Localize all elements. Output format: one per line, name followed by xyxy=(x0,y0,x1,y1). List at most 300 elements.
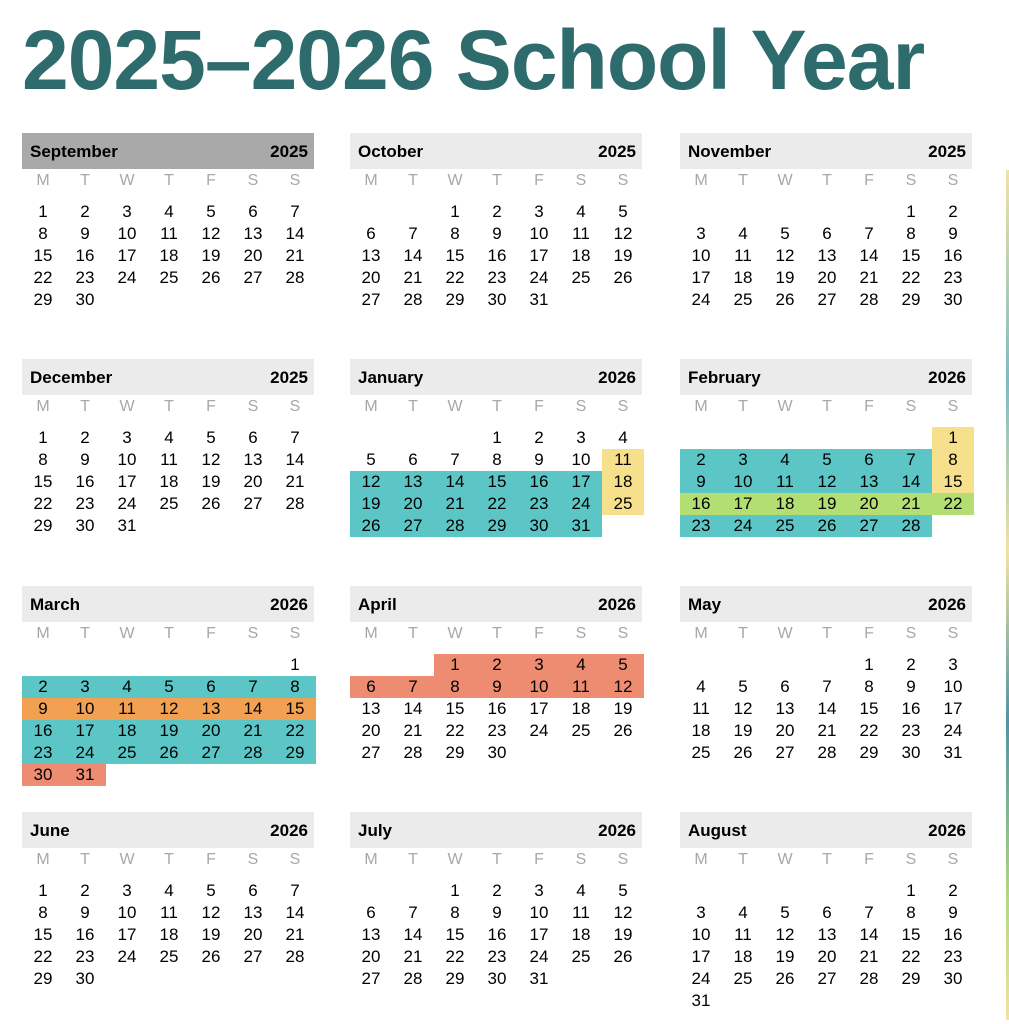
month-year: 2025 xyxy=(928,142,966,161)
month-august xyxy=(680,812,972,1019)
day-cell: 10 xyxy=(691,925,711,944)
day-cell: 24 xyxy=(117,947,137,966)
day-cell: 14 xyxy=(403,246,423,265)
day-cell: 7 xyxy=(290,881,300,900)
weekday-header xyxy=(680,848,972,874)
weekday-label: T xyxy=(738,625,748,642)
day-cell: 20 xyxy=(361,947,381,966)
day-grid xyxy=(680,195,972,340)
day-cell: 24 xyxy=(691,969,711,988)
day-cell: 24 xyxy=(560,493,602,515)
day-cell: 12 xyxy=(201,450,221,469)
day-cell: 17 xyxy=(943,699,963,718)
weekday-label: T xyxy=(822,625,832,642)
day-cell: 20 xyxy=(361,268,381,287)
day-cell: 6 xyxy=(780,677,790,696)
weekday-label: M xyxy=(694,172,708,189)
day-cell: 29 xyxy=(476,515,518,537)
day-cell: 4 xyxy=(738,903,748,922)
month-header xyxy=(680,133,972,169)
day-cell: 12 xyxy=(613,224,633,243)
day-cell: 26 xyxy=(775,290,795,309)
day-cell: 8 xyxy=(434,676,476,698)
day-cell: 27 xyxy=(361,743,381,762)
weekday-header xyxy=(680,395,972,421)
weekday-label: F xyxy=(534,172,544,189)
weekday-label: M xyxy=(694,625,708,642)
day-cell: 21 xyxy=(434,493,476,515)
month-year: 2025 xyxy=(270,142,308,161)
month-year: 2026 xyxy=(928,821,966,840)
day-cell: 20 xyxy=(243,472,263,491)
day-cell: 26 xyxy=(733,743,753,762)
month-header xyxy=(350,359,642,395)
day-cell: 15 xyxy=(932,471,974,493)
day-cell: 16 xyxy=(75,246,95,265)
day-cell: 9 xyxy=(680,471,722,493)
month-header xyxy=(680,812,972,848)
day-cell: 19 xyxy=(201,246,221,265)
weekday-label: S xyxy=(247,398,259,415)
day-cell: 10 xyxy=(571,450,591,469)
day-cell: 14 xyxy=(859,246,879,265)
day-cell: 15 xyxy=(445,246,465,265)
day-cell: 11 xyxy=(692,699,710,718)
day-cell: 18 xyxy=(602,471,644,493)
day-cell: 17 xyxy=(691,268,711,287)
day-cell: 20 xyxy=(848,493,890,515)
day-cell: 31 xyxy=(529,290,549,309)
day-cell: 12 xyxy=(806,471,848,493)
month-header xyxy=(350,812,642,848)
day-cell: 27 xyxy=(775,743,795,762)
day-cell: 21 xyxy=(232,720,274,742)
day-cell: 21 xyxy=(403,721,423,740)
day-cell: 15 xyxy=(901,925,921,944)
day-cell: 13 xyxy=(775,699,795,718)
weekday-label: W xyxy=(447,398,463,415)
day-cell: 30 xyxy=(943,969,963,988)
day-cell: 3 xyxy=(122,881,132,900)
day-cell: 13 xyxy=(361,699,381,718)
day-cell: 24 xyxy=(117,268,137,287)
day-cell: 14 xyxy=(285,903,305,922)
weekday-header xyxy=(22,622,314,648)
weekday-label: W xyxy=(777,398,793,415)
day-cell: 22 xyxy=(445,268,465,287)
month-year: 2026 xyxy=(928,368,966,387)
day-cell: 8 xyxy=(38,224,48,243)
day-cell: 24 xyxy=(529,947,549,966)
day-cell: 9 xyxy=(534,450,544,469)
weekday-label: T xyxy=(738,851,748,868)
month-october xyxy=(350,133,642,340)
day-grid xyxy=(22,421,314,566)
day-cell: 25 xyxy=(159,268,179,287)
day-cell: 23 xyxy=(518,493,560,515)
day-cell: 9 xyxy=(492,903,502,922)
day-cell: 30 xyxy=(75,969,95,988)
day-cell: 13 xyxy=(817,925,837,944)
day-cell: 3 xyxy=(576,428,586,447)
day-cell: 20 xyxy=(243,246,263,265)
weekday-header xyxy=(680,622,972,648)
month-year: 2026 xyxy=(598,595,636,614)
day-cell: 2 xyxy=(80,881,90,900)
weekday-label: F xyxy=(206,398,216,415)
day-cell: 9 xyxy=(906,677,916,696)
day-cell: 20 xyxy=(392,493,434,515)
day-cell: 24 xyxy=(529,268,549,287)
day-cell: 17 xyxy=(117,246,137,265)
day-cell: 5 xyxy=(366,450,376,469)
day-cell: 31 xyxy=(560,515,602,537)
day-cell: 23 xyxy=(487,268,507,287)
day-cell: 26 xyxy=(201,494,221,513)
day-grid xyxy=(350,195,642,340)
day-cell: 18 xyxy=(159,925,179,944)
day-cell: 6 xyxy=(848,449,890,471)
month-june xyxy=(22,812,314,1019)
day-cell: 23 xyxy=(943,268,963,287)
day-cell: 1 xyxy=(492,428,502,447)
day-cell: 14 xyxy=(859,925,879,944)
day-cell: 10 xyxy=(518,676,560,698)
day-cell: 16 xyxy=(487,246,507,265)
day-cell: 20 xyxy=(361,721,381,740)
weekday-header xyxy=(350,622,642,648)
day-cell: 5 xyxy=(206,202,216,221)
day-grid xyxy=(350,648,642,793)
weekday-label: W xyxy=(777,851,793,868)
day-cell: 26 xyxy=(201,947,221,966)
day-grid xyxy=(350,874,642,1019)
day-cell: 20 xyxy=(775,721,795,740)
day-cell: 1 xyxy=(450,881,460,900)
month-header xyxy=(22,586,314,622)
month-name: September xyxy=(30,142,118,161)
day-cell: 15 xyxy=(33,246,53,265)
day-cell: 8 xyxy=(38,450,48,469)
weekday-label: T xyxy=(492,398,502,415)
day-cell: 21 xyxy=(817,721,837,740)
day-cell: 24 xyxy=(722,515,764,537)
day-cell: 26 xyxy=(148,742,190,764)
day-cell: 3 xyxy=(948,655,958,674)
weekday-header xyxy=(680,169,972,195)
day-cell: 18 xyxy=(691,721,711,740)
weekday-label: W xyxy=(777,625,793,642)
day-cell: 14 xyxy=(285,450,305,469)
weekday-label: S xyxy=(905,625,917,642)
day-cell: 2 xyxy=(906,655,916,674)
day-cell: 25 xyxy=(602,493,644,515)
weekday-label: S xyxy=(617,625,629,642)
day-cell: 5 xyxy=(618,881,628,900)
weekday-label: M xyxy=(36,398,50,415)
weekday-label: S xyxy=(247,851,259,868)
day-cell: 21 xyxy=(285,246,305,265)
day-cell: 12 xyxy=(775,925,795,944)
day-cell: 29 xyxy=(445,290,465,309)
weekday-label: M xyxy=(36,851,50,868)
day-cell: 8 xyxy=(906,224,916,243)
day-cell: 21 xyxy=(285,925,305,944)
day-cell: 16 xyxy=(901,699,921,718)
day-cell: 7 xyxy=(864,903,874,922)
day-cell: 19 xyxy=(201,925,221,944)
weekday-label: S xyxy=(289,172,301,189)
day-cell: 16 xyxy=(75,925,95,944)
day-cell: 28 xyxy=(817,743,837,762)
day-cell: 20 xyxy=(817,947,837,966)
day-cell: 22 xyxy=(274,720,316,742)
day-cell: 23 xyxy=(75,268,95,287)
month-year: 2026 xyxy=(270,821,308,840)
day-cell: 2 xyxy=(492,202,502,221)
day-cell: 7 xyxy=(822,677,832,696)
day-cell: 14 xyxy=(890,471,932,493)
day-cell: 6 xyxy=(366,224,376,243)
day-cell: 22 xyxy=(33,494,53,513)
month-year: 2025 xyxy=(598,142,636,161)
day-cell: 12 xyxy=(602,676,644,698)
day-cell: 10 xyxy=(117,450,137,469)
month-july xyxy=(350,812,642,1019)
day-cell: 16 xyxy=(75,472,95,491)
month-header xyxy=(680,359,972,395)
month-may xyxy=(680,586,972,793)
day-cell: 8 xyxy=(274,676,316,698)
weekday-label: T xyxy=(738,398,748,415)
day-cell: 31 xyxy=(117,516,137,535)
day-cell: 3 xyxy=(122,428,132,447)
day-cell: 19 xyxy=(733,721,753,740)
day-cell: 25 xyxy=(764,515,806,537)
day-cell: 14 xyxy=(403,925,423,944)
weekday-label: S xyxy=(617,172,629,189)
day-cell: 4 xyxy=(164,881,174,900)
month-header xyxy=(350,133,642,169)
day-cell: 7 xyxy=(864,224,874,243)
day-cell: 29 xyxy=(859,743,879,762)
day-cell: 14 xyxy=(403,699,423,718)
day-cell: 23 xyxy=(487,721,507,740)
day-cell: 17 xyxy=(691,947,711,966)
day-cell: 2 xyxy=(948,202,958,221)
day-cell: 19 xyxy=(613,246,633,265)
day-cell: 9 xyxy=(476,676,518,698)
month-name: November xyxy=(688,142,772,161)
day-cell: 31 xyxy=(691,991,711,1010)
weekday-label: T xyxy=(80,172,90,189)
day-cell: 15 xyxy=(859,699,879,718)
day-cell: 15 xyxy=(445,925,465,944)
day-cell: 25 xyxy=(106,742,148,764)
day-cell: 2 xyxy=(476,654,518,676)
day-cell: 13 xyxy=(243,450,263,469)
day-cell: 19 xyxy=(806,493,848,515)
day-cell: 3 xyxy=(122,202,132,221)
weekday-label: T xyxy=(822,851,832,868)
day-cell: 16 xyxy=(487,699,507,718)
weekday-label: M xyxy=(36,625,50,642)
weekday-label: S xyxy=(289,625,301,642)
day-cell: 28 xyxy=(859,969,879,988)
day-cell: 17 xyxy=(117,472,137,491)
weekday-label: S xyxy=(947,625,959,642)
month-name: December xyxy=(30,368,113,387)
day-cell: 18 xyxy=(106,720,148,742)
day-cell: 1 xyxy=(906,202,916,221)
day-grid xyxy=(22,874,314,1019)
day-cell: 18 xyxy=(764,493,806,515)
weekday-label: W xyxy=(119,851,135,868)
day-cell: 24 xyxy=(64,742,106,764)
month-header xyxy=(680,586,972,622)
day-cell: 18 xyxy=(159,472,179,491)
day-cell: 11 xyxy=(106,698,148,720)
day-cell: 21 xyxy=(859,268,879,287)
day-cell: 6 xyxy=(408,450,418,469)
day-cell: 4 xyxy=(618,428,628,447)
month-april xyxy=(350,586,642,793)
day-cell: 2 xyxy=(80,202,90,221)
day-grid xyxy=(680,874,972,1019)
day-cell: 26 xyxy=(350,515,392,537)
day-cell: 19 xyxy=(775,268,795,287)
day-cell: 22 xyxy=(859,721,879,740)
day-cell: 21 xyxy=(285,472,305,491)
day-cell: 22 xyxy=(476,493,518,515)
day-cell: 12 xyxy=(350,471,392,493)
weekday-label: M xyxy=(364,172,378,189)
day-cell: 30 xyxy=(943,290,963,309)
day-cell: 28 xyxy=(434,515,476,537)
day-cell: 3 xyxy=(534,881,544,900)
day-cell: 5 xyxy=(618,202,628,221)
day-cell: 5 xyxy=(780,224,790,243)
day-cell: 16 xyxy=(487,925,507,944)
weekday-label: S xyxy=(947,851,959,868)
day-cell: 30 xyxy=(518,515,560,537)
day-cell: 1 xyxy=(290,655,300,674)
weekday-label: S xyxy=(947,172,959,189)
day-cell: 2 xyxy=(492,881,502,900)
day-cell: 11 xyxy=(560,676,602,698)
day-cell: 17 xyxy=(529,246,549,265)
day-cell: 3 xyxy=(534,202,544,221)
day-cell: 19 xyxy=(201,472,221,491)
day-cell: 5 xyxy=(780,903,790,922)
day-cell: 26 xyxy=(201,268,221,287)
day-cell: 1 xyxy=(434,654,476,676)
weekday-label: F xyxy=(206,625,216,642)
day-cell: 9 xyxy=(948,224,958,243)
weekday-label: T xyxy=(492,172,502,189)
day-cell: 1 xyxy=(38,202,48,221)
month-header xyxy=(350,586,642,622)
weekday-label: T xyxy=(164,398,174,415)
day-cell: 9 xyxy=(948,903,958,922)
day-cell: 21 xyxy=(403,947,423,966)
month-name: August xyxy=(688,821,747,840)
weekday-label: S xyxy=(905,172,917,189)
month-header xyxy=(22,812,314,848)
day-cell: 26 xyxy=(613,721,633,740)
day-cell: 11 xyxy=(734,925,752,944)
day-cell: 15 xyxy=(33,925,53,944)
day-cell: 22 xyxy=(932,493,974,515)
day-cell: 7 xyxy=(408,903,418,922)
day-cell: 29 xyxy=(901,290,921,309)
month-name: March xyxy=(30,595,81,614)
day-cell: 28 xyxy=(403,969,423,988)
day-cell: 16 xyxy=(943,246,963,265)
weekday-label: W xyxy=(777,172,793,189)
day-cell: 7 xyxy=(392,676,434,698)
day-cell: 28 xyxy=(890,515,932,537)
day-cell: 15 xyxy=(274,698,316,720)
day-cell: 2 xyxy=(22,676,64,698)
weekday-label: S xyxy=(289,398,301,415)
weekday-header xyxy=(350,395,642,421)
day-cell: 11 xyxy=(602,449,644,471)
day-cell: 22 xyxy=(901,268,921,287)
day-cell: 29 xyxy=(445,969,465,988)
day-cell: 22 xyxy=(445,947,465,966)
day-cell: 28 xyxy=(285,494,305,513)
month-year: 2025 xyxy=(270,368,308,387)
day-cell: 12 xyxy=(613,903,633,922)
day-cell: 19 xyxy=(148,720,190,742)
month-name: April xyxy=(358,595,397,614)
day-cell: 20 xyxy=(817,268,837,287)
day-cell: 30 xyxy=(487,290,507,309)
day-cell: 29 xyxy=(33,516,53,535)
day-cell: 15 xyxy=(901,246,921,265)
day-cell: 23 xyxy=(75,947,95,966)
day-cell: 24 xyxy=(529,721,549,740)
day-cell: 19 xyxy=(613,699,633,718)
day-cell: 11 xyxy=(160,224,178,243)
day-cell: 7 xyxy=(232,676,274,698)
month-year: 2026 xyxy=(928,595,966,614)
day-cell: 22 xyxy=(33,268,53,287)
weekday-label: T xyxy=(408,172,418,189)
day-cell: 12 xyxy=(201,224,221,243)
day-cell: 28 xyxy=(232,742,274,764)
day-cell: 7 xyxy=(450,450,460,469)
day-cell: 13 xyxy=(243,903,263,922)
day-cell: 25 xyxy=(571,721,591,740)
day-cell: 4 xyxy=(164,428,174,447)
day-cell: 28 xyxy=(403,743,423,762)
day-cell: 25 xyxy=(733,969,753,988)
day-cell: 25 xyxy=(691,743,711,762)
weekday-label: F xyxy=(864,398,874,415)
day-cell: 9 xyxy=(80,224,90,243)
day-cell: 17 xyxy=(722,493,764,515)
day-cell: 1 xyxy=(38,428,48,447)
weekday-label: T xyxy=(408,625,418,642)
day-cell: 4 xyxy=(738,224,748,243)
day-cell: 23 xyxy=(943,947,963,966)
page-title: 2025–2026 School Year xyxy=(22,13,925,107)
day-cell: 10 xyxy=(117,903,137,922)
day-cell: 10 xyxy=(64,698,106,720)
day-cell: 20 xyxy=(243,925,263,944)
